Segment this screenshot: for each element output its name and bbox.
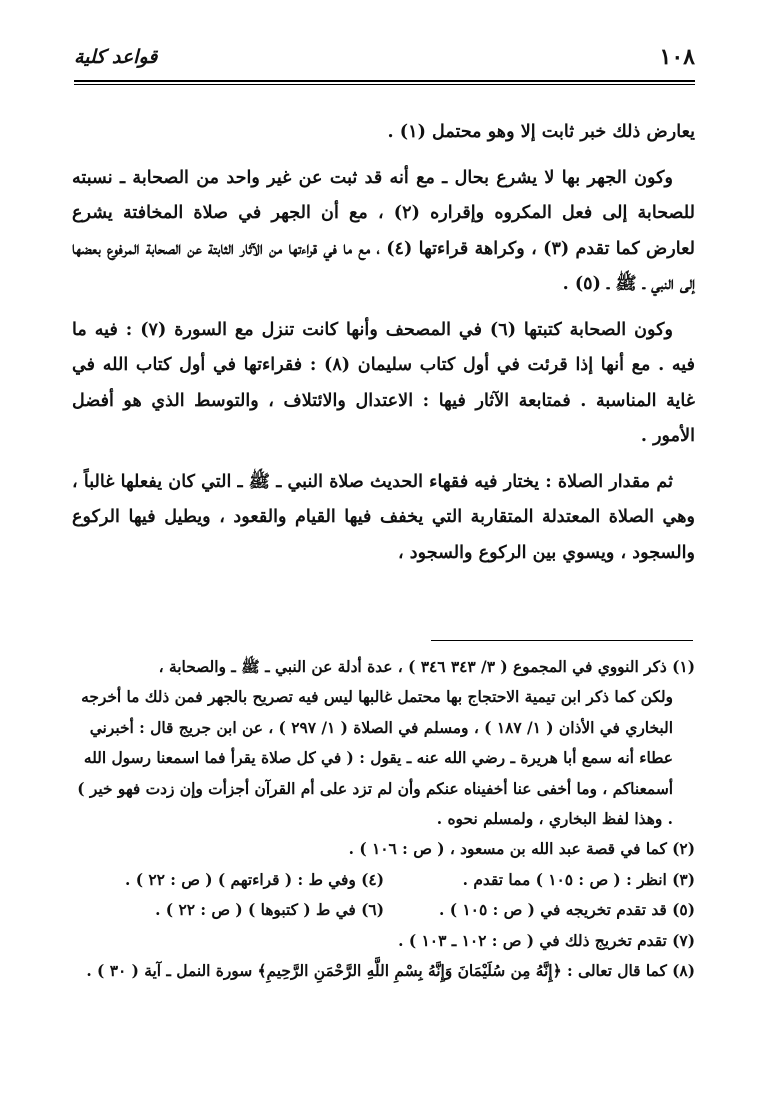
page-number: ١٠٨	[659, 44, 695, 70]
main-text	[72, 114, 695, 570]
footnote-row-5-6	[72, 895, 695, 925]
footnote-7: (٧) تقدم تخريج ذلك في ( ص : ١٠٢ ـ ١٠٣ ) .	[398, 931, 695, 950]
footnote-6: (٦) في ط ( كتبوها ) ( ص : ٢٢ ) .	[155, 901, 384, 920]
header-rule	[74, 80, 695, 85]
paragraph-3: وكون الصحابة كتبتها (٦) في المصحف وأنها كانت تنزل مع السورة (٧) : فيه ما فيه . مع أنها إذا قرئت في أول كتاب سليمان (٨) : فقراءتها في أول كتاب الله في غاية المناسبة . فمتابعة الآثار فيها : الاعتدال والائتلاف ، والتوسط الذي هو أفضل الأمور .	[72, 318, 696, 446]
footnote-3: (٣) انظر : ( ص : ١٠٥ ) مما تقدم .	[462, 870, 695, 889]
footnote-2: (٢) كما في قصة عبد الله بن مسعود ، ( ص : ١٠٦ ) .	[348, 840, 695, 859]
footnote-8: (٨) كما قال تعالى : ﴿إِنَّهُ مِن سُلَيْمَانَ وَإِنَّهُ بِسْمِ اللَّهِ الرَّحْمَنِ الرَّحِيمِ﴾ سورة النمل ـ آية ( ٣٠ ) .	[86, 962, 695, 981]
footnote-row-3-4	[72, 865, 695, 895]
footnote-1-continued: ولكن كما ذكر ابن تيمية الاحتجاج بها محتمل غالبها ليس فيه تصريح بالجهر فمن ذلك ما أخرجه البخاري في الأذان ( ١/ ١٨٧ ) ، ومسلم في الصلاة ( ١/ ٢٩٧ ) ، عن ابن جريج قال : أخبرني عطاء أنه سمع أبا هريرة ـ رضي الله عنه ـ يقول : ( في كل صلاة يقرأ فما اسمعنا رسول الله أسمعناكم ، وما أخفى عنا أخفيناه عنكم وأن لم تزد على أم القرآن أجزأت وإن زدت فهو خير ) . وهذا لفظ البخاري ، ولمسلم نحوه .	[77, 688, 673, 829]
footnote-4: (٤) وفي ط : ( قراءتهم ) ( ص : ٢٢ ) .	[125, 870, 384, 889]
page-header	[74, 44, 695, 74]
footnote-1: (١) ذكر النووي في المجموع ( ٣/ ٣٤٣ ٣٤٦ ) ، عدة أدلة عن النبي ـ ﷺ ـ والصحابة ،	[158, 658, 695, 676]
footnote-5: (٥) قد تقدم تخريجه في ( ص : ١٠٥ ) .	[439, 901, 695, 920]
footnote-separator	[431, 640, 693, 641]
paragraph-1: يعارض ذلك خبر ثابت إلا وهو محتمل (١) .	[387, 121, 695, 142]
paragraph-2: وكون الجهر بها لا يشرع بحال ـ مع أنه قد ثبت عن غير واحد من الصحابة ـ نسبته للصحابة إلى فعل المكروه وإقراره (٢) ، مع أن الجهر في صلاة المخافتة يشرع لعارض كما تقدم (٣) ، وكراهة قراءتها (٤) ، مع ما في قراءتها من الآثار الثابتة عن الصحابة المرفوع بعضها إلى النبي ـ ﷺ ـ (٥) .	[72, 166, 695, 294]
footnotes	[72, 652, 695, 986]
paragraph-4: ثم مقدار الصلاة : يختار فيه فقهاء الحديث صلاة النبي ـ ﷺ ـ التي كان يفعلها غالباً ، وهي الصلاة المعتدلة المتقاربة التي يخفف فيها القيام والقعود ، ويطيل فيها الركوع والسجود ، ويسوي بين الركوع والسجود ،	[72, 470, 695, 563]
running-title: قواعد كلية	[74, 46, 158, 68]
